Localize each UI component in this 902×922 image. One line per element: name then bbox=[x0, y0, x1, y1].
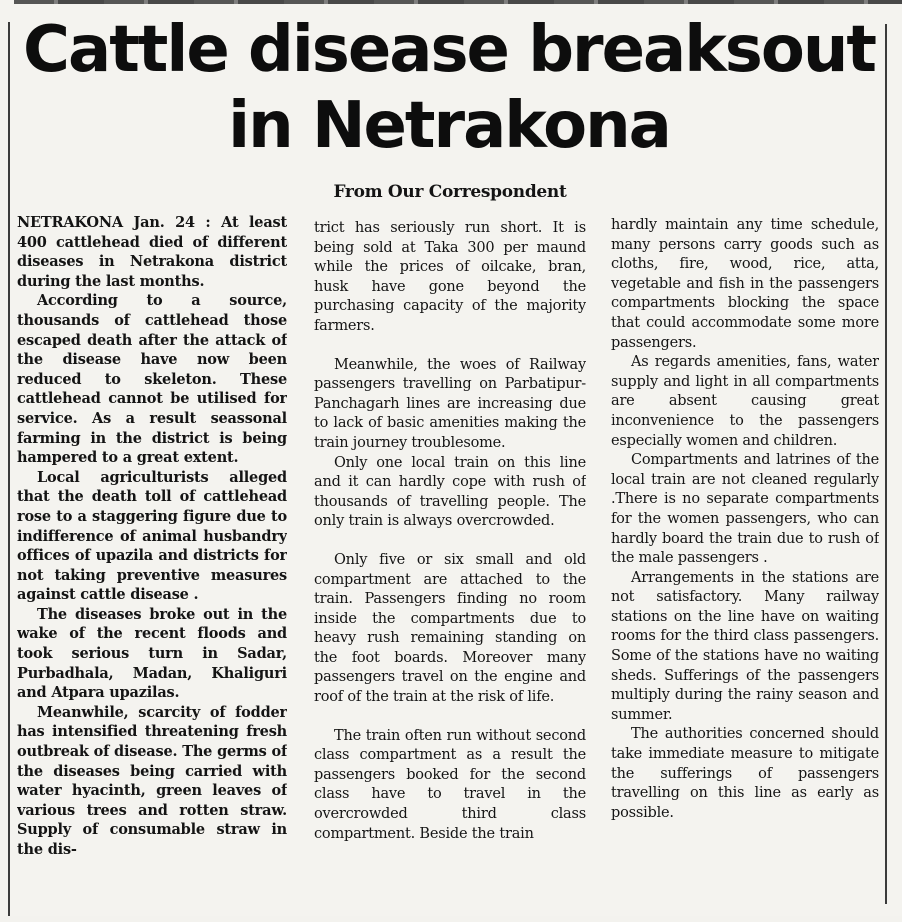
paragraph-text: At least 400 cattlehead died of different diseases in Netrakona district during the last months. bbox=[17, 214, 287, 290]
dateline: NETRAKONA Jan. 24 : bbox=[17, 214, 211, 231]
paragraph: Only one local train on this line and it can hardly cope with rush of thousands of travelling people. The only train is always overcrowded. bbox=[314, 454, 586, 530]
paragraph: As regards amenities, fans, water supply and light in all compartments are absent causing great inconvenience to the passengers especially women and children. bbox=[611, 354, 879, 449]
paragraph: The diseases broke out in the wake of the recent floods and took serious turn in Sadar, Purbadhala, Madan, Khaliguri and Atpara upazilas. bbox=[17, 605, 287, 702]
paragraph: Only five or six small and old compartment are attached to the train. Passengers finding no room inside the compartments due to heavy rush remaining standing on the foot boards. Moreover many passengers travel on the engine and roof of the train at the risk of life. bbox=[314, 551, 586, 706]
top-border-rule bbox=[14, 0, 902, 4]
paragraph: Local agriculturists alleged that the death toll of cattlehead rose to a staggering figure due to indifference of animal husbandry offices of upazila and districts for not taking preventive measures against cattle disease . bbox=[17, 468, 287, 604]
paragraph bbox=[17, 213, 287, 291]
right-border-rule bbox=[885, 24, 887, 904]
article-column-1 bbox=[17, 213, 287, 916]
headline: Cattle disease breaksout in Netrakona bbox=[23, 13, 875, 163]
paragraph: hardly maintain any time schedule, many persons carry goods such as cloths, fire, wood, rice, atta, vegetable and fish in the passengers compartments blocking the space that could accommodate some more passengers. bbox=[611, 217, 879, 351]
article-column-2 bbox=[314, 219, 586, 922]
paragraph: Meanwhile, scarcity of fodder has intensified threatening fresh outbreak of disease. The germs of the diseases being carried with water hyacinth, green leaves of various trees and rotten straw. Supply of consumable straw in the dis- bbox=[17, 703, 287, 858]
paragraph: Meanwhile, the woes of Railway passengers travelling on Parbatipur-Panchagarh lines are increasing due to lack of basic amenities making the train journey troublesome. bbox=[314, 356, 586, 451]
paragraph: The train often run without second class compartment as a result the passengers booked for the second class have to travel in the overcrowded third class compartment. Beside the train bbox=[314, 727, 586, 842]
paragraph: According to a source, thousands of cattlehead those escaped death after the attack of the disease have now been reduced to skeleton. These cattlehead cannot be utilised for service. As a result seassonal farming in the district is being hampered to a great extent. bbox=[17, 292, 287, 467]
paragraph: Arrangements in the stations are not satisfactory. Many railway stations on the line have on waiting rooms for the third class passengers. Some of the stations have no waiting sheds. Sufferings of the passengers multiply during the rainy season and summer. bbox=[611, 569, 879, 723]
paragraph: Compartments and latrines of the local train are not cleaned regularly .There is no separate compartments for the women passengers, who can hardly board the train due to rush of the male passengers . bbox=[611, 452, 879, 567]
paragraph: The authorities concerned should take immediate measure to mitigate the sufferings of passengers travelling on this line as early as possible. bbox=[611, 726, 879, 821]
left-border-rule bbox=[8, 22, 10, 916]
paragraph: trict has seriously run short. It is being sold at Taka 300 per maund while the prices of oilcake, bran, husk have gone beyond the purchasing capacity of the majority farmers. bbox=[314, 220, 586, 334]
article-column-3 bbox=[611, 216, 879, 919]
byline: From Our Correspondent bbox=[333, 182, 567, 202]
